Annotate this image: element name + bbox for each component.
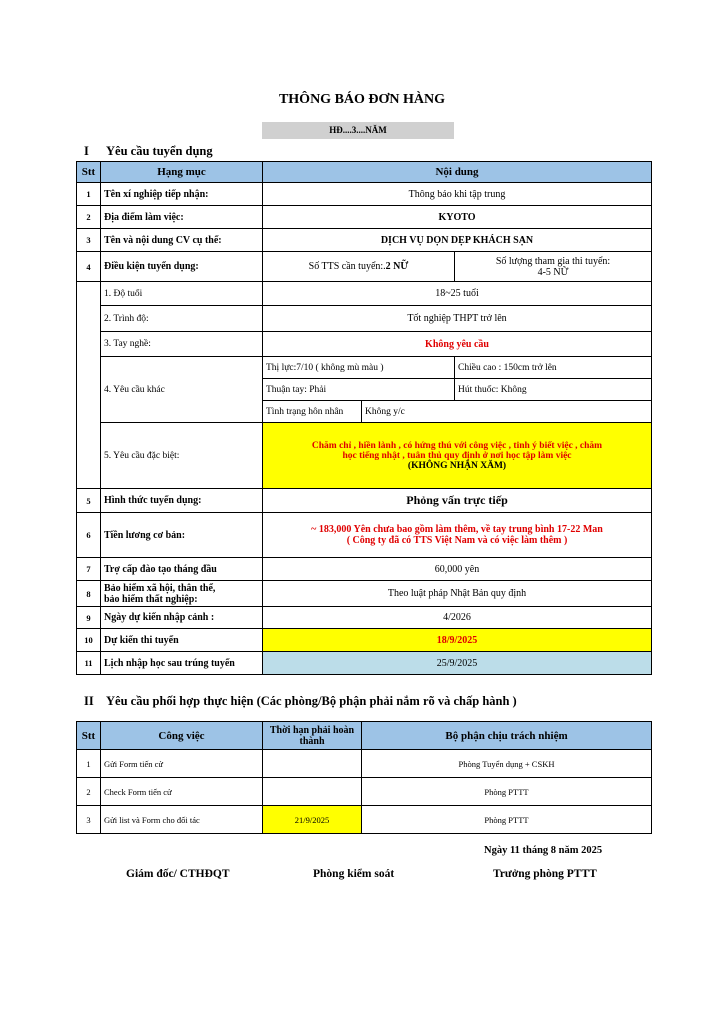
table-row <box>77 652 652 675</box>
skill-value: Không yêu cầu <box>263 332 652 357</box>
special-line-1: Chăm chỉ , hiền lành , có hứng thú với công việc , tinh ý biết việc , chăm <box>311 440 603 451</box>
table-row <box>77 778 652 806</box>
section-2-heading <box>84 694 517 709</box>
insurance-label-1: Bảo hiểm xã hội, thân thể, <box>104 582 216 594</box>
table-row <box>77 581 652 607</box>
row-stt: 1 <box>77 750 101 778</box>
row-label: Dự kiến thi tuyển <box>101 629 263 652</box>
table-row <box>77 513 652 558</box>
age-value: 18~25 tuổi <box>263 282 652 306</box>
table-row <box>77 252 652 282</box>
section-1-heading <box>84 144 213 159</box>
header-deadline: Thời hạn phải hoàn thành <box>263 722 362 750</box>
row-value: DỊCH VỤ DỌN DẸP KHÁCH SẠN <box>263 229 652 252</box>
table-row <box>77 750 652 778</box>
salary-value <box>263 513 652 558</box>
row-deadline <box>263 750 362 778</box>
insurance-label <box>101 581 263 607</box>
trainee-count <box>263 252 455 282</box>
exam-participants-label: Số lượng tham gia thi tuyển: <box>495 255 611 267</box>
marital-label: Tình trạng hôn nhân <box>263 401 362 423</box>
other-label: 4. Yêu cầu khác <box>101 357 263 423</box>
education-value: Tốt nghiệp THPT trở lên <box>263 306 652 332</box>
row-stt: 2 <box>77 206 101 229</box>
table-row <box>77 558 652 581</box>
exam-participants-value: 4-5 NỮ <box>537 266 569 278</box>
row-stt: 4 <box>77 252 101 282</box>
row-value: Thông báo khi tập trung <box>263 183 652 206</box>
table-row <box>77 306 652 332</box>
row-stt: 9 <box>77 607 101 629</box>
table-row <box>77 607 652 629</box>
table-header-row <box>77 162 652 183</box>
recruitment-table <box>76 161 652 675</box>
row-dept: Phòng Tuyển dụng + CSKH <box>362 750 652 778</box>
row-stt: 8 <box>77 581 101 607</box>
coordination-table <box>76 721 652 834</box>
row-label: Ngày dự kiến nhập cảnh : <box>101 607 263 629</box>
height-value: Chiều cao : 150cm trở lên <box>455 357 652 379</box>
row-stt: 6 <box>77 513 101 558</box>
trainee-count-label: Số TTS cần tuyển:. <box>308 261 386 272</box>
row-deadline: 21/9/2025 <box>263 806 362 834</box>
row-value: KYOTO <box>263 206 652 229</box>
row-label: Hình thức tuyển dụng: <box>101 489 263 513</box>
row-task: Gửi list và Form cho đối tác <box>101 806 263 834</box>
row-stt: 11 <box>77 652 101 675</box>
document-title: THÔNG BÁO ĐƠN HÀNG <box>278 92 446 107</box>
signature-head: Trưởng phòng PTTT <box>493 868 597 880</box>
insurance-label-2: bảo hiểm thất nghiệp: <box>104 593 198 605</box>
table-row <box>77 282 652 306</box>
trainee-count-value: 2 NỮ <box>385 261 409 272</box>
special-label: 5. Yêu cầu đặc biệt: <box>101 423 263 489</box>
table-row <box>77 489 652 513</box>
row-task: Gửi Form tiến cử <box>101 750 263 778</box>
row-stt: 3 <box>77 229 101 252</box>
table-row <box>77 206 652 229</box>
section-2-number: II <box>84 694 94 708</box>
row-deadline <box>263 778 362 806</box>
header-item: Hạng mục <box>101 162 263 183</box>
table-row <box>77 423 652 489</box>
row-label: Điều kiện tuyển dụng: <box>101 252 263 282</box>
signature-director: Giám đốc/ CTHĐQT <box>126 868 230 880</box>
row-label: Tên xí nghiệp tiếp nhận: <box>101 183 263 206</box>
table-header-row <box>77 722 652 750</box>
header-dept: Bộ phận chịu trách nhiệm <box>362 722 652 750</box>
row-value: 4/2026 <box>263 607 652 629</box>
row-label: Lịch nhập học sau trúng tuyển <box>101 652 263 675</box>
order-code: HĐ....3....NĂM <box>262 122 454 139</box>
header-task: Công việc <box>101 722 263 750</box>
table-row <box>77 357 652 379</box>
row-label: Địa điểm làm việc: <box>101 206 263 229</box>
smoking-value: Hút thuốc: Không <box>455 379 652 401</box>
row-stt: 7 <box>77 558 101 581</box>
row-label: Trợ cấp đào tạo tháng đầu <box>101 558 263 581</box>
exam-date-value: 18/9/2025 <box>263 629 652 652</box>
row-stt: 5 <box>77 489 101 513</box>
row-stt: 10 <box>77 629 101 652</box>
table-row <box>77 332 652 357</box>
signing-date: Ngày 11 tháng 8 năm 2025 <box>484 845 603 856</box>
header-content: Nội dung <box>263 162 652 183</box>
row-value: Theo luật pháp Nhật Bản quy định <box>263 581 652 607</box>
enrollment-date-value: 25/9/2025 <box>263 652 652 675</box>
table-row <box>77 806 652 834</box>
handed-value: Thuận tay: Phải <box>263 379 455 401</box>
header-stt: Stt <box>77 722 101 750</box>
row-stt: 3 <box>77 806 101 834</box>
row-value: Phỏng vấn trực tiếp <box>263 489 652 513</box>
skill-label: 3. Tay nghề: <box>101 332 263 357</box>
sub-stt-blank <box>77 282 101 489</box>
special-line-2: học tiếng nhật , tuân thủ quy định ở nơi học tập làm việc <box>342 450 572 461</box>
section-1-number: I <box>84 144 89 158</box>
exam-participants <box>455 252 652 282</box>
salary-line-1: ~ 183,000 Yên chưa bao gồm làm thêm, về tay trung bình 17-22 Man <box>311 524 603 535</box>
header-stt: Stt <box>77 162 101 183</box>
education-label: 2. Trình độ: <box>101 306 263 332</box>
table-row <box>77 629 652 652</box>
row-stt: 2 <box>77 778 101 806</box>
special-line-3: (KHÔNG NHẬN XĂM) <box>407 460 507 471</box>
age-label: 1. Độ tuổi <box>101 282 263 306</box>
vision-value: Thị lực:7/10 ( không mù màu ) <box>263 357 455 379</box>
row-task: Check Form tiến cử <box>101 778 263 806</box>
special-value <box>263 423 652 489</box>
row-stt: 1 <box>77 183 101 206</box>
row-label: Tên và nội dung CV cụ thể: <box>101 229 263 252</box>
section-1-title: Yêu cầu tuyển dụng <box>106 144 213 158</box>
table-row <box>77 183 652 206</box>
row-value: 60,000 yên <box>263 558 652 581</box>
section-2-title: Yêu cầu phối hợp thực hiện (Các phòng/Bộ phận phải nắm rõ và chấp hành ) <box>106 694 517 708</box>
table-row <box>77 229 652 252</box>
row-dept: Phòng PTTT <box>362 778 652 806</box>
signature-control: Phòng kiểm soát <box>313 868 395 880</box>
salary-line-2: ( Công ty đã có TTS Việt Nam và có việc làm thêm ) <box>346 535 568 546</box>
row-dept: Phòng PTTT <box>362 806 652 834</box>
marital-value: Không y/c <box>362 401 652 423</box>
row-label: Tiền lương cơ bản: <box>101 513 263 558</box>
